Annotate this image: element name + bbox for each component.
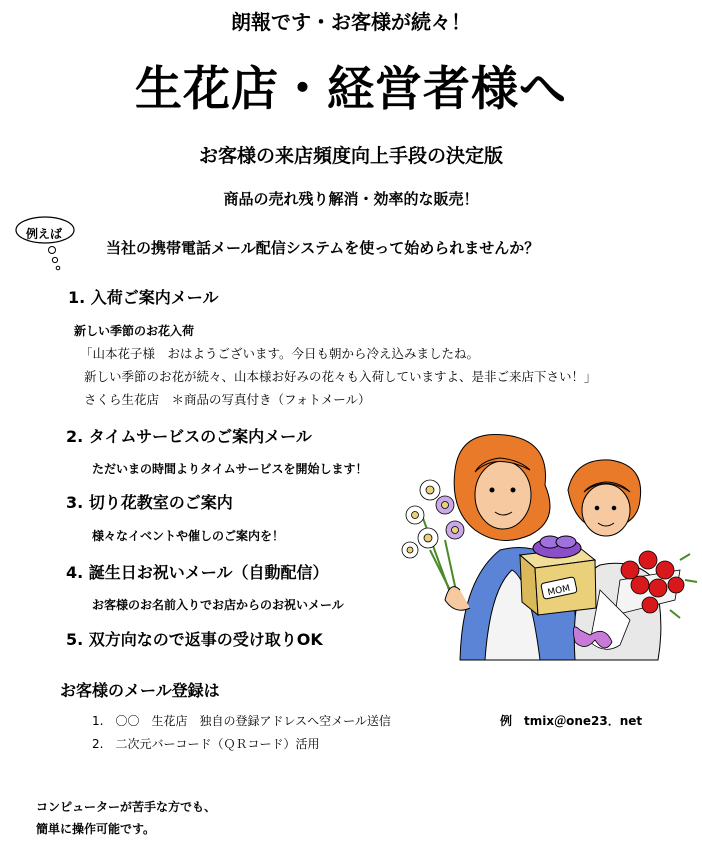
section-1-heading: 1. 入荷ご案内メール [68, 288, 219, 307]
florist-illustration [400, 430, 700, 665]
gift-tag-label: MOM [546, 583, 572, 599]
section-1-sub: 新しい季節のお花入荷 [74, 324, 195, 338]
section-1-line-2: 新しい季節のお花が続々、山本様お好みの花々も入荷していますよ、是非ご来店下さい！」 [84, 369, 597, 384]
section-4-body: お客様のお名前入りでお店からのお祝いメール [92, 598, 344, 612]
question-text: 当社の携帯電話メール配信システムを使って始められませんか？ [106, 239, 540, 257]
section-4-heading: 4. 誕生日お祝いメール（自動配信） [66, 563, 329, 582]
headline: 朗報です・お客様が続々！ [231, 10, 471, 34]
registration-item-2: 2. 二次元バーコード（ＱＲコード）活用 [92, 737, 320, 751]
daisy-bouquet [402, 480, 464, 600]
registration-item-1: 1. 〇〇 生花店 独自の登録アドレスへ空メール送信 [92, 714, 391, 728]
section-3-heading: 3. 切り花教室のご案内 [66, 493, 233, 512]
registration-example: 例 tmix＠one23．net [500, 714, 643, 728]
section-1-line-3: さくら生花店 ＊商品の写真付き（フォトメール） [84, 392, 371, 407]
section-3-body: 様々なイベントや催しのご案内を！ [92, 529, 285, 543]
section-2-body: ただいまの時間よりタイムサービスを開始します！ [92, 462, 368, 476]
page-title: 生花店・経営者様へ [135, 62, 567, 117]
section-2-heading: 2. タイムサービスのご案内メール [66, 427, 312, 446]
gift-box [520, 536, 596, 615]
subtitle: お客様の来店頻度向上手段の決定版 [198, 145, 503, 167]
registration-heading: お客様のメール登録は [60, 681, 220, 700]
thought-bubble [10, 212, 76, 274]
footer-line-1: コンピューターが苦手な方でも、 [36, 800, 217, 814]
bubble-label: 例えば [26, 227, 63, 241]
section-5-heading: 5. 双方向なので返事の受け取りOK [66, 630, 323, 649]
footer-line-2: 簡単に操作可能です。 [36, 822, 156, 836]
tagline: 商品の売れ残り解消・効率的な販売！ [223, 190, 479, 208]
section-1-line-1: 「山本花子様 おはようございます。今日も朝から冷え込みましたね。 [80, 346, 480, 361]
